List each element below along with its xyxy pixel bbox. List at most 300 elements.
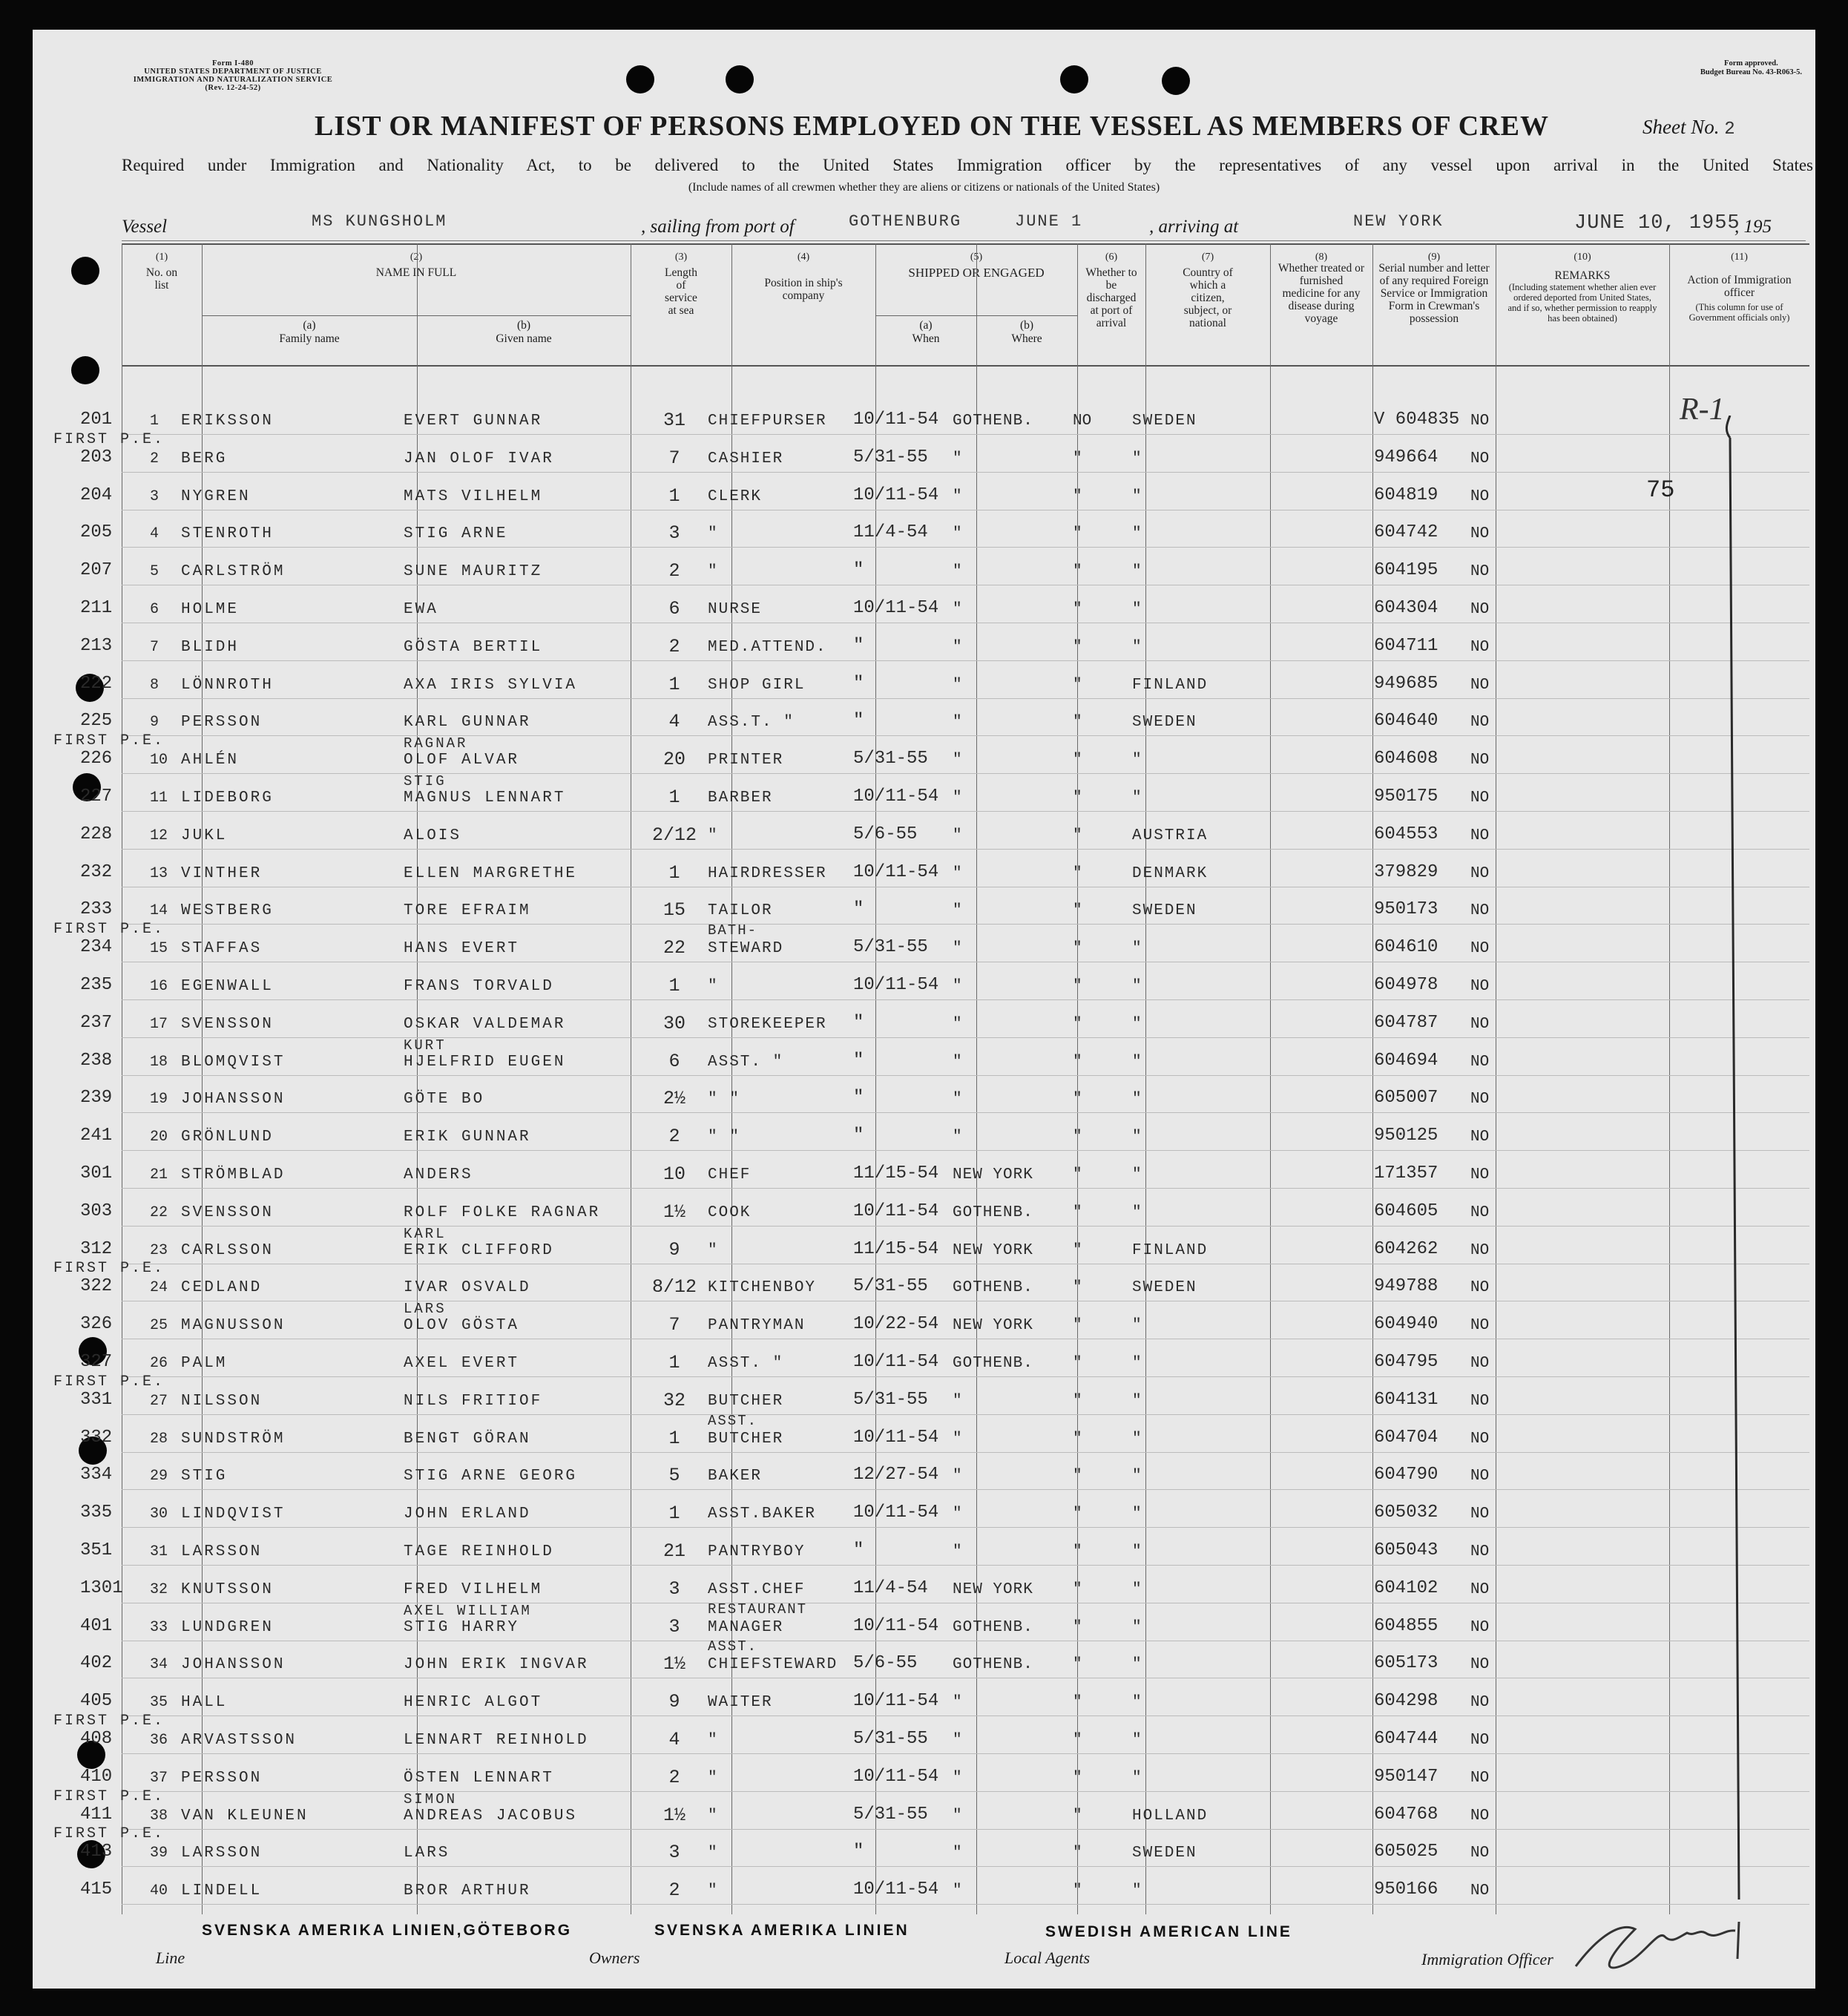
- vessel-label: Vessel: [122, 217, 168, 237]
- page-title: LIST OR MANIFEST OF PERSONS EMPLOYED ON THE VESSEL AS MEMBERS OF CREW: [315, 111, 1549, 142]
- cell-cty: ": [1132, 1317, 1143, 1335]
- cell-cty: ": [1132, 638, 1143, 656]
- sub-number: (a): [919, 319, 933, 332]
- cell-dis: ": [1073, 1015, 1082, 1033]
- cell-srl: 604855: [1374, 1615, 1438, 1636]
- cell-dis: ": [1073, 978, 1082, 995]
- cell-no: 7: [150, 638, 160, 656]
- cell-cty: SWEDEN: [1132, 1845, 1197, 1862]
- cell-srl: 604304: [1374, 598, 1438, 618]
- table-row: [33, 699, 1815, 737]
- arrival-date: JUNE 10, 1955: [1574, 212, 1740, 234]
- cell-srl: 604608: [1374, 749, 1438, 769]
- cell-rem: NO: [1470, 940, 1490, 958]
- cell-pfx: FIRST P.E.: [53, 921, 165, 939]
- cell-no: 3: [150, 487, 160, 505]
- agents-label: Local Agents: [1004, 1948, 1091, 1967]
- cell-giv: FRANS TORVALD: [404, 978, 554, 995]
- cell-srl: 604605: [1374, 1201, 1438, 1221]
- cell-giv: JOHN ERLAND: [404, 1506, 531, 1523]
- cell-srl: 604787: [1374, 1012, 1438, 1033]
- cell-ser: 322: [80, 1276, 113, 1297]
- cell-when: 5/31-55: [853, 447, 928, 467]
- cell-giv: ÖSTEN LENNART: [404, 1769, 554, 1787]
- cell-pos: MED.ATTEND.: [708, 638, 827, 656]
- cell-pos: PANTRYBOY: [708, 1543, 806, 1560]
- cell-cty: ": [1132, 1506, 1143, 1523]
- cell-fam: LÖNNROTH: [181, 676, 274, 694]
- cell-giv: ERIK GUNNAR: [404, 1129, 531, 1146]
- cell-giv2: KURT: [404, 1037, 447, 1054]
- cell-cty: ": [1132, 1204, 1143, 1221]
- cell-where: ": [953, 1769, 963, 1787]
- table-row: [33, 1566, 1815, 1604]
- cell-srl: 604102: [1374, 1577, 1438, 1598]
- cell-fam: CEDLAND: [181, 1279, 263, 1297]
- vessel-info: [122, 211, 1806, 241]
- cell-giv: TORE EFRAIM: [404, 902, 531, 920]
- cell-when: 10/11-54: [853, 861, 939, 882]
- table-row: [33, 1600, 1815, 1642]
- cell-rem: NO: [1470, 1769, 1490, 1787]
- cell-no: 9: [150, 714, 160, 732]
- cell-ser: 334: [80, 1465, 113, 1485]
- cell-pos: NURSE: [708, 601, 763, 618]
- cell-pos: HAIRDRESSER: [708, 864, 827, 882]
- cell-no: 12: [150, 827, 168, 844]
- cell-cty: ": [1132, 525, 1143, 543]
- owners-label: Owners: [589, 1948, 640, 1967]
- sheet-label: Sheet No.: [1643, 116, 1720, 138]
- cell-rem: NO: [1470, 487, 1490, 505]
- cell-giv: STIG ARNE GEORG: [404, 1468, 578, 1485]
- cell-cty: ": [1132, 1091, 1143, 1109]
- cell-giv: ELLEN MARGRETHE: [404, 864, 578, 882]
- table-row: [33, 1868, 1815, 1905]
- cell-no: 18: [150, 1053, 168, 1071]
- cell-cty: ": [1132, 1543, 1143, 1560]
- table-row: [33, 1412, 1815, 1454]
- cell-no: 38: [150, 1807, 168, 1825]
- cell-dis: ": [1073, 1053, 1082, 1071]
- cell-len: 1½: [662, 1804, 685, 1826]
- cell-cty: ": [1132, 1053, 1143, 1071]
- cell-len: 2: [668, 1879, 680, 1902]
- cell-cty: ": [1132, 752, 1143, 769]
- cell-ser: 331: [80, 1389, 113, 1410]
- cell-srl: 604195: [1374, 560, 1438, 581]
- table-row: [33, 1001, 1815, 1039]
- cell-no: 22: [150, 1204, 168, 1221]
- cell-when: ": [853, 1088, 864, 1109]
- sheet-value: 2: [1724, 119, 1735, 139]
- cell-ser: 228: [80, 824, 113, 844]
- cell-fam: ARVASTSSON: [181, 1732, 297, 1749]
- table-row: [33, 1755, 1815, 1793]
- cell-giv: LENNART REINHOLD: [404, 1732, 589, 1749]
- header-col-4: [731, 245, 875, 365]
- cell-rem: NO: [1470, 1845, 1490, 1862]
- cell-rem: NO: [1470, 1053, 1490, 1071]
- cell-when: 10/11-54: [853, 1766, 939, 1787]
- cell-len: 2: [668, 635, 680, 657]
- table-row: [33, 398, 1815, 436]
- cell-len: 4: [668, 1729, 680, 1750]
- cell-when: ": [853, 1012, 864, 1033]
- cell-pos: CLERK: [708, 487, 763, 505]
- cell-srl: 949788: [1374, 1276, 1438, 1297]
- officer-label: Immigration Officer: [1421, 1950, 1553, 1969]
- header-col-6: [1077, 245, 1145, 365]
- cell-ser: 233: [80, 899, 113, 920]
- col-number: (2): [410, 252, 423, 263]
- cell-dis: ": [1073, 1732, 1082, 1749]
- cell-when: ": [853, 711, 864, 732]
- department-name: UNITED STATES DEPARTMENT OF JUSTICE: [144, 68, 322, 76]
- cell-where: GOTHENB.: [953, 1355, 1033, 1372]
- header-col-10: [1496, 245, 1669, 365]
- cell-len: 3: [668, 1577, 680, 1600]
- cell-cty: ": [1132, 1732, 1143, 1749]
- cell-no: 21: [150, 1166, 168, 1183]
- cell-rem: NO: [1470, 1580, 1490, 1598]
- cell-srl: V 604835: [1374, 410, 1460, 430]
- cell-cty: ": [1132, 601, 1143, 618]
- sub-number: (a): [303, 319, 316, 332]
- table-row: [33, 1260, 1815, 1302]
- cell-pos: ": [708, 1845, 719, 1862]
- cell-dis: ": [1073, 450, 1082, 467]
- cell-where: GOTHENB.: [953, 413, 1033, 430]
- sheet-number: [1643, 116, 1735, 139]
- cell-dis: ": [1073, 1204, 1082, 1221]
- cell-fam: EGENWALL: [181, 978, 274, 995]
- cell-no: 24: [150, 1279, 168, 1297]
- cell-len: 1: [668, 975, 680, 996]
- cell-len: 10: [662, 1163, 685, 1185]
- cell-dis: NO: [1073, 413, 1092, 430]
- cell-no: 30: [150, 1506, 168, 1523]
- cell-dis: ": [1073, 864, 1082, 882]
- cell-where: GOTHENB.: [953, 1656, 1033, 1674]
- cell-pos: BUTCHER: [708, 1392, 784, 1410]
- cell-where: ": [953, 902, 963, 920]
- cell-fam: JUKL: [181, 827, 228, 844]
- cell-ser: 351: [80, 1540, 113, 1560]
- header-col-9: [1372, 245, 1496, 365]
- cell-where: ": [953, 601, 963, 618]
- cell-srl: 604768: [1374, 1804, 1438, 1825]
- col-title: Whether to be discharged at port of arrival: [1085, 266, 1137, 329]
- count-annotation: 75: [1646, 476, 1675, 504]
- cell-rem: NO: [1470, 525, 1490, 543]
- cell-cty: SWEDEN: [1132, 714, 1197, 732]
- sub-number: (b): [516, 319, 531, 332]
- cell-when: 10/22-54: [853, 1314, 939, 1335]
- cell-ser: 232: [80, 861, 113, 882]
- cell-no: 33: [150, 1618, 168, 1636]
- cell-when: 10/11-54: [853, 787, 939, 807]
- col-number: (10): [1574, 252, 1591, 263]
- table-row: [33, 887, 1815, 925]
- subtitle-note: (Include names of all crewmen whether they are aliens or citizens or nationals of the United States): [688, 181, 1160, 194]
- cell-giv: NILS FRITIOF: [404, 1392, 543, 1410]
- table-row: [33, 963, 1815, 1001]
- cell-len: 2½: [662, 1088, 685, 1110]
- cell-fam: CARLSSON: [181, 1241, 274, 1259]
- cell-giv: HENRIC ALGOT: [404, 1694, 543, 1712]
- table-row: [33, 1491, 1815, 1529]
- cell-where: NEW YORK: [953, 1241, 1033, 1259]
- cell-when: 5/31-55: [853, 1389, 928, 1410]
- cell-giv: HJELFRID EUGEN: [404, 1053, 566, 1071]
- column-divider: [417, 315, 418, 364]
- cell-giv2: STIG: [404, 773, 447, 789]
- cell-pos2: ASST.: [708, 1638, 758, 1655]
- cell-dis: ": [1073, 1166, 1082, 1183]
- officer-initials: R-1: [1680, 393, 1725, 427]
- cell-dis: ": [1073, 1882, 1082, 1900]
- cell-cty: SWEDEN: [1132, 413, 1197, 430]
- cell-where: ": [953, 714, 963, 732]
- cell-pos: ": [708, 1807, 719, 1825]
- cell-when: ": [853, 899, 864, 920]
- revision-date: (Rev. 12-24-52): [205, 84, 261, 92]
- cell-ser: 413: [80, 1842, 113, 1862]
- cell-no: 4: [150, 525, 160, 543]
- cell-cty: ": [1132, 563, 1143, 581]
- cell-where: GOTHENB.: [953, 1204, 1033, 1221]
- cell-dis: ": [1073, 1807, 1082, 1825]
- table-row: [33, 1227, 1815, 1265]
- cell-ser: 401: [80, 1615, 113, 1636]
- cell-when: ": [853, 1842, 864, 1862]
- cell-where: NEW YORK: [953, 1166, 1033, 1183]
- cell-pos: BUTCHER: [708, 1430, 784, 1448]
- cell-rem: NO: [1470, 1468, 1490, 1485]
- cell-giv: EVERT GUNNAR: [404, 413, 543, 430]
- cell-fam: STIG: [181, 1468, 228, 1485]
- table-row: [33, 586, 1815, 624]
- cell-cty: ": [1132, 1355, 1143, 1372]
- cell-ser: 235: [80, 975, 113, 995]
- cell-rem: NO: [1470, 1882, 1490, 1900]
- cell-where: ": [953, 1845, 963, 1862]
- cell-len: 6: [668, 1050, 680, 1072]
- cell-no: 28: [150, 1430, 168, 1448]
- sailing-label: , sailing from port of: [641, 217, 795, 237]
- cell-len: 1: [668, 1427, 680, 1449]
- cell-srl: 604298: [1374, 1691, 1438, 1712]
- cell-when: ": [853, 560, 864, 581]
- cell-when: ": [853, 673, 864, 694]
- cell-cty: ": [1132, 1769, 1143, 1787]
- table-row: [33, 1638, 1815, 1679]
- cell-rem: NO: [1470, 1279, 1490, 1297]
- cell-where: ": [953, 1543, 963, 1560]
- cell-fam: SUNDSTRÖM: [181, 1430, 286, 1448]
- punch-hole: [626, 65, 654, 93]
- header-family-name: [202, 319, 417, 346]
- cell-pos: TAILOR: [708, 902, 773, 920]
- cell-dis: ": [1073, 601, 1082, 618]
- cell-fam: LINDELL: [181, 1882, 263, 1900]
- cell-pos: ASS.T. ": [708, 714, 795, 732]
- table-row: [33, 1787, 1815, 1831]
- cell-fam: LIDEBORG: [181, 789, 274, 807]
- cell-ser: 411: [80, 1804, 113, 1825]
- cell-no: 14: [150, 902, 168, 920]
- cell-when: 10/11-54: [853, 975, 939, 995]
- cell-no: 23: [150, 1241, 168, 1259]
- cell-where: ": [953, 1015, 963, 1033]
- cell-pos: STEWARD: [708, 940, 784, 958]
- table-row: [33, 1039, 1815, 1077]
- table-row: [33, 812, 1815, 850]
- cell-srl: 604795: [1374, 1352, 1438, 1372]
- cell-len: 2: [668, 1766, 680, 1788]
- cell-ser: 205: [80, 522, 113, 543]
- cell-where: ": [953, 1129, 963, 1146]
- cell-len: 7: [668, 1314, 680, 1336]
- cell-ser: 332: [80, 1427, 113, 1448]
- vessel-name: MS KUNGSHOLM: [312, 212, 447, 231]
- cell-srl: 171357: [1374, 1163, 1438, 1183]
- cell-no: 17: [150, 1015, 168, 1033]
- cell-giv: FRED VILHELM: [404, 1580, 543, 1598]
- col-title: Serial number and letter of any required Foreign Service or Immigration Form in Crewman's possession: [1378, 262, 1490, 325]
- cell-rem: NO: [1470, 1015, 1490, 1033]
- cell-pos: ": [708, 525, 719, 543]
- table-row: [33, 430, 1815, 473]
- agents-value: SWEDISH AMERICAN LINE: [1045, 1923, 1292, 1940]
- cell-rem: NO: [1470, 1317, 1490, 1335]
- cell-when: 11/15-54: [853, 1238, 939, 1259]
- cell-when: 5/31-55: [853, 937, 928, 958]
- cell-no: 37: [150, 1769, 168, 1787]
- cell-where: ": [953, 1468, 963, 1485]
- col-title: No. on list: [145, 266, 178, 292]
- cell-where: ": [953, 1694, 963, 1712]
- table-row: [33, 1713, 1815, 1755]
- subtitle: Required under Immigration and Nationality Act, to be delivered to the United States Immigration officer by the representatives of any vessel upon arrival in the United States: [122, 156, 1813, 174]
- cell-dis: ": [1073, 1317, 1082, 1335]
- cell-rem: NO: [1470, 1129, 1490, 1146]
- cell-fam: STAFFAS: [181, 940, 263, 958]
- cell-giv2: RAGNAR: [404, 735, 468, 752]
- cell-where: NEW YORK: [953, 1580, 1033, 1598]
- arrival-port: NEW YORK: [1353, 212, 1444, 231]
- cell-fam: JOHANSSON: [181, 1656, 286, 1674]
- cell-srl: 949664: [1374, 447, 1438, 467]
- cell-where: ": [953, 1807, 963, 1825]
- cell-dis: ": [1073, 1392, 1082, 1410]
- cell-pfx: FIRST P.E.: [53, 732, 165, 750]
- cell-no: 11: [150, 789, 168, 807]
- cell-fam: KNUTSSON: [181, 1580, 274, 1598]
- cell-fam: PALM: [181, 1355, 228, 1372]
- manifest-sheet: [33, 30, 1815, 1989]
- cell-ser: 1301: [80, 1577, 123, 1598]
- cell-giv: ANDERS: [404, 1166, 473, 1183]
- cell-ser: 327: [80, 1352, 113, 1372]
- cell-giv: STIG HARRY: [404, 1618, 520, 1636]
- cell-giv: OLOF ALVAR: [404, 752, 520, 769]
- line-label: Line: [156, 1948, 185, 1967]
- cell-ser: 222: [80, 673, 113, 694]
- cell-len: 3: [668, 1842, 680, 1864]
- col-number: (3): [674, 252, 688, 263]
- cell-no: 8: [150, 676, 160, 694]
- cell-fam: ERIKSSON: [181, 413, 274, 430]
- cell-fam: BERG: [181, 450, 228, 467]
- cell-len: 1: [668, 485, 680, 507]
- cell-srl: 604262: [1374, 1238, 1438, 1259]
- cell-len: 30: [662, 1012, 685, 1034]
- cell-rem: NO: [1470, 1241, 1490, 1259]
- cell-ser: 234: [80, 937, 113, 958]
- cell-ser: 241: [80, 1126, 113, 1146]
- cell-giv: STIG ARNE: [404, 525, 508, 543]
- cell-no: 6: [150, 601, 160, 618]
- cell-giv: OLOV GÖSTA: [404, 1317, 520, 1335]
- cell-rem: NO: [1470, 827, 1490, 844]
- cell-fam: GRÖNLUND: [181, 1129, 274, 1146]
- cell-when: 5/31-55: [853, 1804, 928, 1825]
- cell-rem: NO: [1470, 638, 1490, 656]
- cell-ser: 227: [80, 787, 113, 807]
- col-number: (7): [1201, 252, 1214, 263]
- cell-pos: ": [708, 1769, 719, 1787]
- table-row: [33, 662, 1815, 700]
- cell-giv: ROLF FOLKE RAGNAR: [404, 1204, 601, 1221]
- cell-when: 12/27-54: [853, 1465, 939, 1485]
- cell-fam: LUNDGREN: [181, 1618, 274, 1636]
- cell-giv: BENGT GÖRAN: [404, 1430, 531, 1448]
- cell-rem: NO: [1470, 752, 1490, 769]
- cell-rem: NO: [1470, 1543, 1490, 1560]
- cell-when: 5/6-55: [853, 824, 918, 844]
- cell-pfx: FIRST P.E.: [53, 1260, 165, 1278]
- cell-where: NEW YORK: [953, 1317, 1033, 1335]
- cell-where: ": [953, 563, 963, 581]
- cell-where: ": [953, 752, 963, 769]
- cell-fam: STRÖMBLAD: [181, 1166, 286, 1183]
- cell-dis: ": [1073, 638, 1082, 656]
- header-col-8: [1270, 245, 1372, 365]
- cell-cty: ": [1132, 1166, 1143, 1183]
- cell-len: 2: [668, 1126, 680, 1148]
- cell-rem: NO: [1470, 563, 1490, 581]
- cell-rem: NO: [1470, 1506, 1490, 1523]
- cell-rem: NO: [1470, 1656, 1490, 1674]
- cell-ser: 213: [80, 635, 113, 656]
- cell-fam: LARSSON: [181, 1845, 263, 1862]
- cell-dis: ": [1073, 1241, 1082, 1259]
- cell-ser: 201: [80, 410, 113, 430]
- cell-ser: 211: [80, 598, 113, 618]
- cell-pos2: BATH-: [708, 922, 758, 939]
- col-number: (4): [797, 252, 810, 263]
- col-number: (5): [970, 252, 983, 263]
- cell-pfx: FIRST P.E.: [53, 430, 165, 448]
- departure-date: JUNE 1: [1015, 212, 1083, 231]
- cell-giv: EWA: [404, 601, 438, 618]
- table-row: [33, 1825, 1815, 1868]
- cell-pos: KITCHENBOY: [708, 1279, 817, 1297]
- cell-pos2: ASST.: [708, 1412, 758, 1429]
- form-number: Form I-480: [211, 59, 254, 68]
